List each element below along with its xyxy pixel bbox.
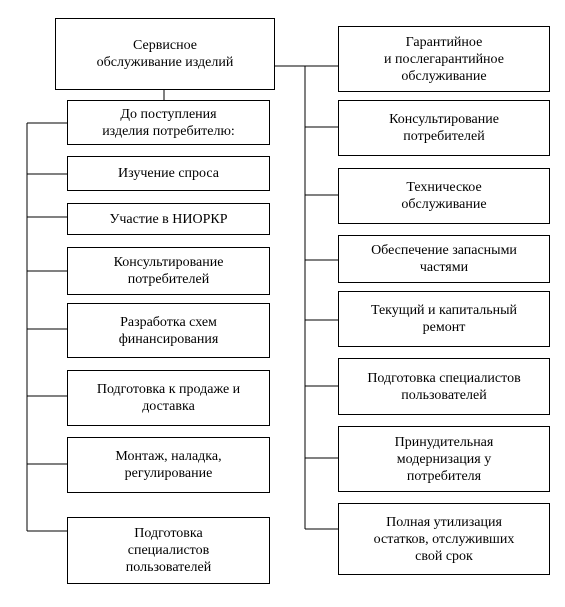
right-item-disposal: Полная утилизация остатков, отслуживших свой срок	[338, 503, 550, 575]
left-item-niokr: Участие в НИОРКР	[67, 203, 270, 235]
left-item-financing-schemes: Разработка схем финансирования	[67, 303, 270, 358]
left-header-node: До поступления изделия потребителю:	[67, 100, 270, 145]
right-item-repair: Текущий и капитальный ремонт	[338, 291, 550, 347]
right-item-spare-parts: Обеспечение запасными частями	[338, 235, 550, 283]
right-item-specialist-training: Подготовка специалистов пользователей	[338, 358, 550, 415]
right-item-maintenance: Техническое обслуживание	[338, 168, 550, 224]
right-item-consulting: Консультирование потребителей	[338, 100, 550, 156]
right-item-modernization: Принудительная модернизация у потребителя	[338, 426, 550, 492]
left-item-installation: Монтаж, наладка, регулирование	[67, 437, 270, 493]
root-node: Сервисное обслуживание изделий	[55, 18, 275, 90]
left-item-training: Подготовка специалистов пользователей	[67, 517, 270, 584]
left-item-consulting: Консультирование потребителей	[67, 247, 270, 295]
left-item-demand-study: Изучение спроса	[67, 156, 270, 191]
left-item-sale-delivery: Подготовка к продаже и доставка	[67, 370, 270, 426]
right-header-node: Гарантийное и послегарантийное обслуживание	[338, 26, 550, 92]
